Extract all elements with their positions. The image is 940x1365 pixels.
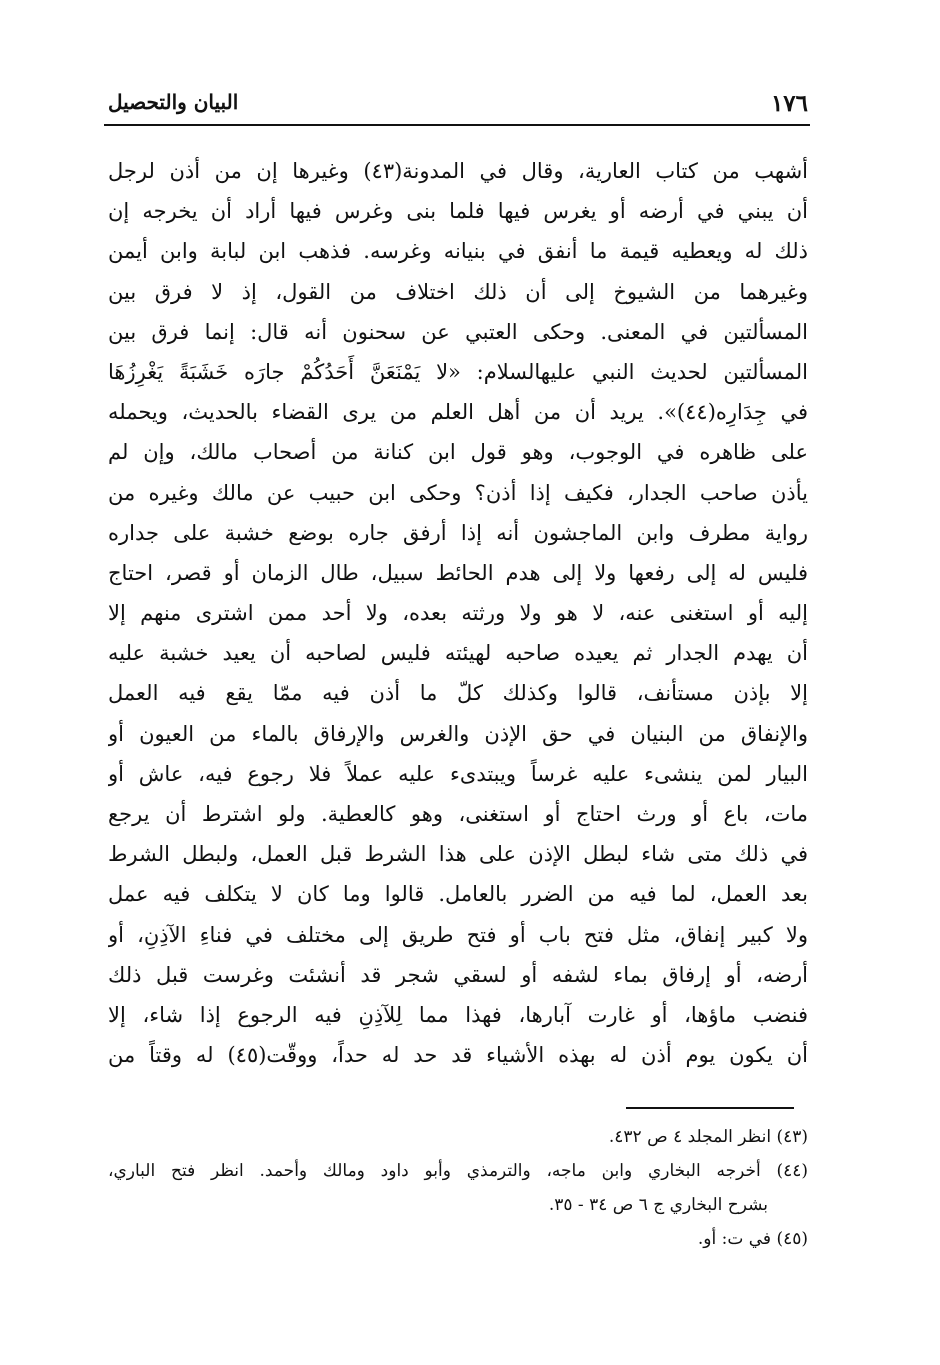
footnote-divider [626, 1107, 794, 1109]
running-title: البيان والتحصيل [108, 90, 239, 114]
text-line: ذلك له ويعطيه قيمة ما أنفق في بنيانه وغرسه. فذهب ابن لبابة وابن أيمن [108, 239, 808, 264]
main-text [108, 151, 808, 1075]
text-line: والإنفاق من البنيان في حق الإذن والغرس والإرفاق بالماء من العيون أو [108, 721, 808, 746]
text-line: أرضه، أو إرفاق بماء لشفه أو لسقي شجر قد أنشئت وغرست قبل ذلك [108, 962, 808, 987]
text-line: يأذن صاحب الجدار، فكيف إذا أذن؟ وحكى ابن حبيب عن مالك وغيره من [108, 480, 808, 505]
text-line: المسألتين لحديث النبي عليهالسلام: «لا يَمْنَعَنَّ أَحَدُكُمْ جارَه خَشَبَةً يَغْرِزُهَا [108, 359, 808, 384]
footnote-43: (٤٣) انظر المجلد ٤ ص ٤٣٢. [608, 1127, 808, 1147]
footnote-44-continuation: بشرح البخاري ج ٦ ص ٣٤ - ٣٥. [548, 1195, 768, 1215]
text-line: إليه أو استغنى عنه، لا هو ولا ورثته بعده، ولا أحد ممن اشترى منهم إلا [108, 601, 808, 626]
text-line: أشهب من كتاب العارية، وقال في المدونة(٤٣) وغيرها إن من أذن لرجل [108, 159, 808, 183]
footnotes [108, 1120, 808, 1256]
footnote-44: (٤٤) أخرجه البخاري وابن ماجه، والترمذي وأبو داود ومالك وأحمد. انظر فتح الباري، [108, 1161, 808, 1181]
text-line: مات، باع أو ورث احتاج أو استغنى، وهو كالعطية. ولو اشترط أن يرجع [108, 802, 808, 826]
text-line: إلا بإذن مستأنف، قالوا وكذلك كلّ ما أذن فيه ممّا يقع فيه العمل [108, 681, 808, 706]
text-line: في جِدَارِه(٤٤)». يريد أن من أهل العلم من يرى القضاء بالحديث، ويحمله [108, 400, 808, 425]
header-divider [104, 124, 810, 126]
footnote-45: (٤٥) في ت: أو. [697, 1229, 808, 1249]
text-line: في ذلك متى شاء لبطل الإذن على هذا الشرط قبل العمل، ولبطل الشرط [108, 842, 808, 867]
text-line: ولا كبير إنفاق، مثل فتح باب أو فتح طريق إلى مختلف في فناءِ الآذِنِ، أو [108, 922, 808, 947]
text-line: وغيرهما من الشيوخ إلى أن ذلك اختلاف من القول، إذ لا فرق بين [108, 279, 808, 304]
page-number: ١٧٦ [770, 90, 808, 117]
text-line: البيار لمن ينشىء عليه غرساً ويبتدىء عليه عملاً فلا رجوع فيه، عاش أو [108, 761, 808, 786]
text-line: المسألتين في المعنى. وحكى العتبي عن سحنون أنه قال: إنما فرق بين [108, 319, 808, 344]
text-line: فنضب ماؤها، أو غارت آبارها، فهذا مما لِلآذِنِ فيه الرجوع إذا شاء، إلا [108, 1002, 808, 1027]
text-line: فليس له إلى رفعها ولا إلى هدم الحائط سبيل، طال الزمان أو قصر، احتاج [108, 560, 808, 585]
text-line: بعد العمل، لما فيه من الضرر بالعامل. قالوا وما كان لا يتكلف فيه عمل [108, 882, 808, 907]
text-line: أن يكون يوم أذن له بهذه الأشياء قد حد له حداً، ووقّت(٤٥) له وقتاً من [108, 1043, 808, 1068]
text-line: أن يهدم الجدار ثم يعيده صاحبه لهيئته فليس لصاحبه أن يعيد خشبة عليه [108, 641, 808, 666]
page-header [104, 82, 810, 124]
text-line: أن يبني في أرضه أو يغرس فيها فلما بنى وغرس فيها أراد أن يخرجه إن [108, 199, 808, 224]
text-line: رواية مطرف وابن الماجشون أنه إذا أرفق جاره بوضع خشبة على جداره [108, 520, 808, 545]
text-line: على ظاهره في الوجوب، وهو قول ابن كنانة من أصحاب مالك، وإن لم [108, 440, 808, 465]
